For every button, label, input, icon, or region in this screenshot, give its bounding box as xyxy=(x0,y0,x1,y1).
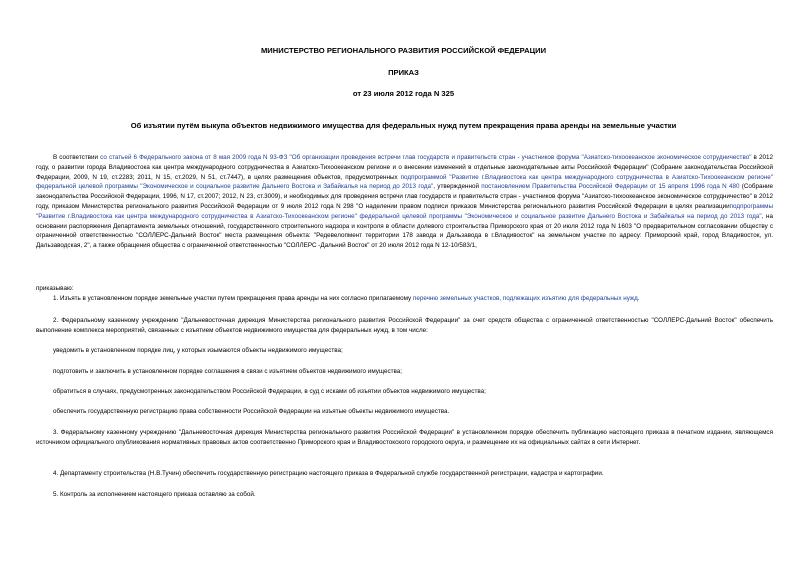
land-plots-list-link[interactable]: перечню земельных участков, подлежащих изъятию для федеральных нужд xyxy=(412,295,638,302)
preamble-paragraph xyxy=(36,153,773,251)
subprogram-link[interactable]: подпрограммой "Развитие г.Владивостока как центра международного сотрудничества в Азиатско-Тихоокеанском регионе" федеральной целевой программы "Экономическое и социальное развитие Дальнего Востока и Забайкалья на период до 2013 года" xyxy=(36,173,773,191)
date-number: от 23 июля 2012 года N 325 xyxy=(352,89,455,98)
order-item-3: 3. Федеральному казенному учреждению "Дальневосточная дирекция Министерства регионального развития Российской Федерации" в установленном порядке обеспечить публикацию настоящего приказа в печатном издании, являющемся источником официального опубликования нормативных правовых актов соответственно Приморского края и Владивостокского городского округа, и размещение их на официальных сайтах в сети Интернет. xyxy=(36,429,773,446)
document-title: Об изъятии путём выкупа объектов недвижимого имущества для федеральных нужд путем прекращения права аренды на земельные участки xyxy=(130,121,677,130)
sub-item: обратиться в случаях, предусмотренных законодательством Российской Федерации, в суд с исками об изъятии объектов недвижимого имущества; xyxy=(53,388,486,395)
preamble-text-3: , утвержденной xyxy=(433,183,482,191)
doc-type-heading: ПРИКАЗ xyxy=(388,68,419,77)
orders-label: приказываю: xyxy=(36,285,74,292)
order-item-1-end: . xyxy=(637,295,640,302)
sub-item: обеспечить государственную регистрацию права собственности Российской Федерации на изъятые объекты недвижимого имущества. xyxy=(53,408,450,415)
order-item-4: 4. Департаменту строительства (Н.В.Тучин) обеспечить государственную регистрацию настоящего приказа в Федеральной службе государственной регистрации, кадастра и картографии. xyxy=(53,470,604,477)
order-item-1-text: 1. Изъять в установленном порядке земельные участки путем прекращения права аренды на них согласно прилагаемому xyxy=(53,295,413,302)
resolution-link[interactable]: постановлением Правительства Российской Федерации от 15 апреля 1996 года N 480 xyxy=(481,183,740,191)
ministry-heading: МИНИСТЕРСТВО РЕГИОНАЛЬНОГО РАЗВИТИЯ РОССИЙСКОЙ ФЕДЕРАЦИИ xyxy=(260,46,547,55)
preamble-text-2: в 2012 году, о развитии города Владивостока как центра международного сотрудничества в Азиатско-Тихоокеанском регионе и о внесении изменений в отдельные законодательные акты Российской Федерации" (Собрание законодательства Российской Федерации, 2009, N 19, ст.2283; 2011, N 15, ст.2029, N 51, ст.7447), в целях размещения объектов, предусмотренных xyxy=(36,154,773,181)
sub-item: уведомить в установленном порядке лиц, у которых изымаются объекты недвижимого имущества; xyxy=(53,347,343,354)
preamble-text-1: В соответствии xyxy=(53,154,101,161)
order-item-1 xyxy=(36,294,773,304)
order-item-5: 5. Контроль за исполнением настоящего приказа оставляю за собой. xyxy=(53,491,256,498)
preamble-text-4: (Собрание законодательства Российской Федерации, 1996, N 17, ст.2007; 2012, N 23, ст.3009), и необходимых для проведения встречи глав государств и правительств стран - участников форума "Азиатско-тихоокеанское экономическое сотрудничество" в 2012 году, приказом Министерства регионального развития Российской Федерации от 9 июля 2012 года N 298 "О наделении правом подписи приказов Министерства регионального развития Российской Федерации в целях реализации xyxy=(36,183,773,210)
preamble-text-5: , на основании распоряжения Департамента земельных отношений, государственного строительного надзора и контроля в области долевого строительства Приморского края от 20 июля 2012 года N 1603 "О предварительном согласовании обществу с ограниченной ответственностью "СОЛЛЕРС-Дальний Восток" места размещения объекта: "Редевелопмент территории 178 завода и Дальзавода в г.Владивосток" на земельном участке по адресу: Приморский край, город Владивосток, ул. Дальзаводская, 2", а также обращения общества с ограниченной ответственностью "СОЛЛЕРС -Дальний Восток" от 20 июля 2012 года N 12-10/583/1, xyxy=(36,212,773,250)
law-link[interactable]: со статьей 6 Федерального закона от 8 мая 2009 года N 93-ФЗ "Об организации проведения встречи глав государств и правительств стран - участников форума "Азиатско-тихоокеанское экономическое сотрудничество" xyxy=(100,154,752,161)
order-item-2: 2. Федеральному казенному учреждению "Дальневосточная дирекция Министерства регионального развития Российской Федерации" за счет средств общества с ограниченной ответственностью "СОЛЛЕРС-Дальний Восток" обеспечить выполнение комплекса мероприятий, связанных с изъятием объектов недвижимого имущества для федеральных нужд, в том числе: xyxy=(36,317,773,334)
subprogram-link-2[interactable]: подпрограммы "Развитие г.Владивостока как центра международного сотрудничества в Азиатско-Тихоокеанском регионе" федеральной целевой программы "Экономическое и социальное развитие Дальнего Востока и Забайкалья на период до 2013 года" xyxy=(36,202,773,220)
sub-item: подготовить и заключить в установленном порядке соглашения в связи с изъятием объектов недвижимого имущества; xyxy=(53,368,403,375)
